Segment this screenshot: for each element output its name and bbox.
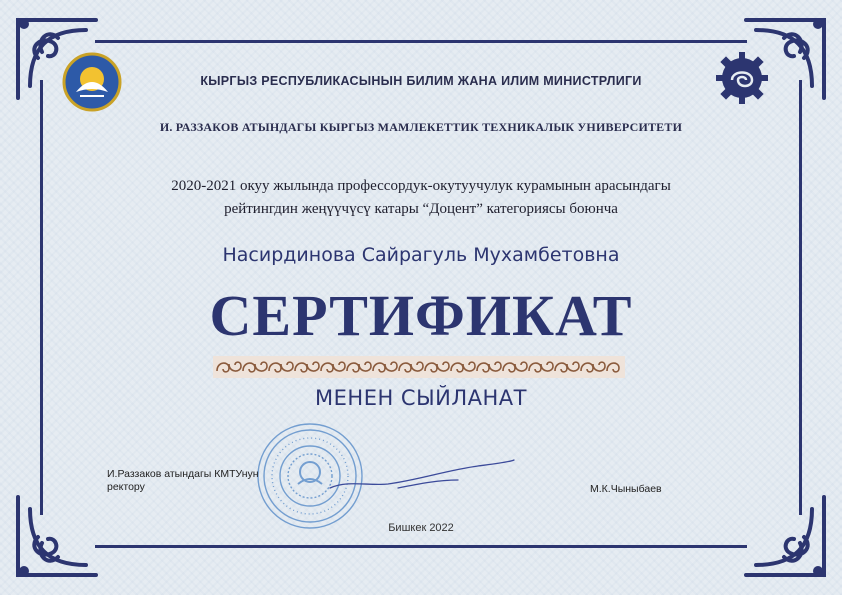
- university-heading: И. РАЗЗАКОВ АТЫНДАГЫ КЫРГЫЗ МАМЛЕКЕТТИК ТЕХНИКАЛЫК УНИВЕРСИТЕТИ: [159, 120, 683, 134]
- corner-ornament-bottom-right: [734, 487, 834, 587]
- ornamental-divider: [213, 356, 625, 378]
- rector-title-line-1: И.Раззаков атындагы КМТУнун: [107, 468, 259, 480]
- corner-ornament-bottom-left: [8, 487, 108, 587]
- place-and-year: Бишкек 2022: [388, 522, 454, 534]
- recipient-name: Насирдинова Сайрагуль Мухамбетовна: [222, 244, 620, 266]
- awarded-caption: МЕНЕН СЫЙЛАНАТ: [315, 386, 527, 410]
- frame-top-rule: [95, 40, 747, 43]
- award-reason-line-2: рейтингдин жеңүүчүсү катары “Доцент” категориясы боюнча: [224, 201, 618, 217]
- frame-bottom-rule: [95, 545, 747, 548]
- handwritten-signature: [328, 458, 518, 498]
- award-reason-line-1: 2020-2021 окуу жылында профессордук-окутуучулук курамынын арасындагы: [171, 178, 671, 194]
- ministry-heading: КЫРГЫЗ РЕСПУБЛИКАСЫНЫН БИЛИМ ЖАНА ИЛИМ МИНИСТРЛИГИ: [200, 74, 642, 88]
- rector-title-line-2: ректору: [107, 481, 145, 493]
- rector-name: М.К.Чыныбаев: [590, 483, 662, 495]
- rector-signatory: [107, 468, 259, 494]
- certificate-title: СЕРТИФИКАТ: [209, 283, 633, 348]
